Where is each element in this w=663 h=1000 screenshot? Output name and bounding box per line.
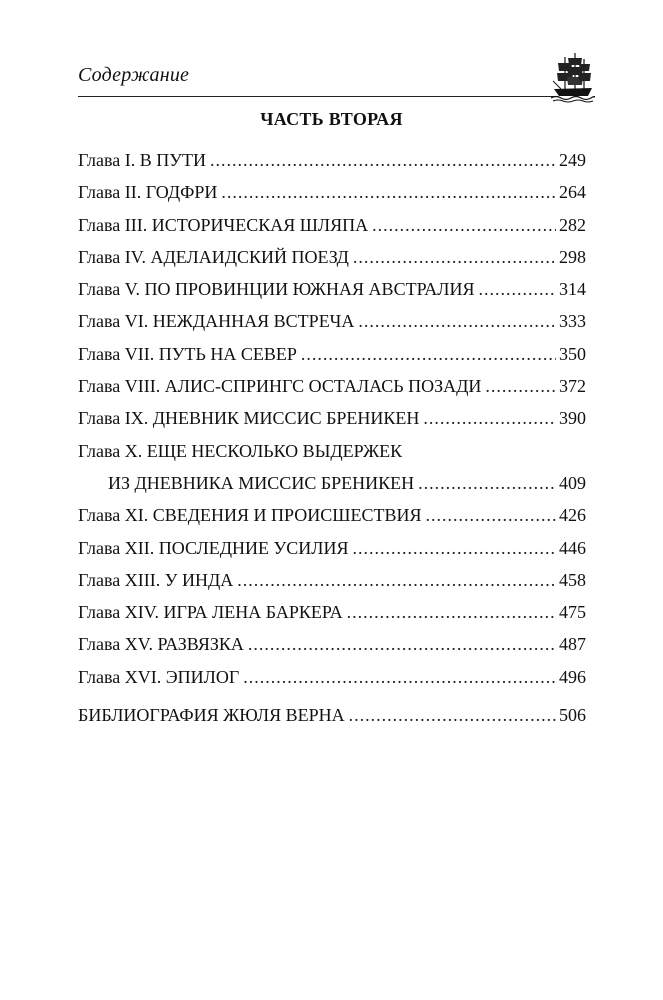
dot-leader xyxy=(237,570,556,591)
toc-entry-page: 458 xyxy=(559,569,586,590)
toc-entry-title: Глава III. ИСТОРИЧЕСКАЯ ШЛЯПА xyxy=(78,214,369,235)
toc-entry-title: Глава IV. АДЕЛАИДСКИЙ ПОЕЗД xyxy=(78,246,349,267)
dot-leader xyxy=(301,344,556,365)
toc-entry-page: 475 xyxy=(559,602,586,623)
toc-entry-continuation[interactable] xyxy=(78,473,586,505)
toc-entry-title: ИЗ ДНЕВНИКА МИССИС БРЕНИКЕН xyxy=(108,472,415,493)
running-header xyxy=(78,58,558,97)
dot-leader xyxy=(353,247,556,268)
toc-entry-page: 446 xyxy=(559,537,586,558)
toc-entry-title: Глава XI. СВЕДЕНИЯ И ПРОИСШЕСТВИЯ xyxy=(78,505,422,526)
toc-entry-page: 298 xyxy=(559,246,586,267)
dot-leader xyxy=(210,150,556,171)
dot-leader xyxy=(372,215,556,236)
toc-entry-title: Глава XVI. ЭПИЛОГ xyxy=(78,666,240,687)
dot-leader xyxy=(485,376,556,397)
dot-leader xyxy=(248,634,556,655)
toc-entry[interactable] xyxy=(78,150,586,182)
toc-entry-page: 409 xyxy=(559,472,586,493)
toc-entry-title: Глава XIII. У ИНДА xyxy=(78,569,234,590)
toc-entry-bibliography[interactable] xyxy=(78,705,586,737)
toc-entry-title: Глава X. ЕЩЕ НЕСКОЛЬКО ВЫДЕРЖЕК xyxy=(78,440,403,461)
dot-leader xyxy=(478,279,556,300)
toc-entry-page: 249 xyxy=(559,150,586,170)
toc-entry[interactable] xyxy=(78,602,586,634)
toc-entry-title: Глава VII. ПУТЬ НА СЕВЕР xyxy=(78,343,297,364)
dot-leader xyxy=(243,667,556,688)
dot-leader xyxy=(347,602,556,623)
toc-entry[interactable] xyxy=(78,215,586,247)
toc-entry[interactable] xyxy=(78,182,586,214)
toc-entry-title: Глава I. В ПУТИ xyxy=(78,150,207,170)
toc-entry[interactable] xyxy=(78,505,586,537)
toc-entry-page: 390 xyxy=(559,408,586,429)
toc-entry-title: БИБЛИОГРАФИЯ ЖЮЛЯ ВЕРНА xyxy=(78,705,345,726)
table-of-contents xyxy=(78,150,586,737)
toc-entry[interactable] xyxy=(78,408,586,440)
toc-entry-page: 314 xyxy=(559,279,586,300)
dot-leader xyxy=(221,182,556,203)
dot-leader xyxy=(425,505,556,526)
part-title: ЧАСТЬ ВТОРАЯ xyxy=(260,109,403,129)
dot-leader xyxy=(352,538,556,559)
toc-entry-page: 496 xyxy=(559,666,586,687)
toc-entry-title: Глава VIII. АЛИС-СПРИНГС ОСТАЛАСЬ ПОЗАДИ xyxy=(78,376,482,397)
dot-leader xyxy=(418,473,556,494)
toc-entry[interactable] xyxy=(78,538,586,570)
header-title: Содержание xyxy=(78,64,190,86)
sailing-ship-icon xyxy=(551,51,595,103)
toc-entry[interactable] xyxy=(78,311,586,343)
toc-entry-page: 487 xyxy=(559,634,586,655)
toc-entry-title: Глава XIV. ИГРА ЛЕНА БАРКЕРА xyxy=(78,602,343,623)
toc-entry-title: Глава XII. ПОСЛЕДНИЕ УСИЛИЯ xyxy=(78,537,349,558)
toc-entry-title: Глава XV. РАЗВЯЗКА xyxy=(78,634,244,655)
toc-entry-page: 282 xyxy=(559,214,586,235)
toc-entry-page: 264 xyxy=(559,182,586,203)
toc-entry-page: 426 xyxy=(559,505,586,526)
toc-entry-page: 350 xyxy=(559,343,586,364)
toc-entry[interactable] xyxy=(78,247,586,279)
toc-entry[interactable] xyxy=(78,634,586,666)
toc-entry-title: Глава IX. ДНЕВНИК МИССИС БРЕНИКЕН xyxy=(78,408,420,429)
dot-leader xyxy=(423,408,556,429)
dot-leader xyxy=(349,705,556,726)
toc-entry-title: Глава V. ПО ПРОВИНЦИИ ЮЖНАЯ АВСТРАЛИЯ xyxy=(78,279,475,300)
toc-entry-title: Глава II. ГОДФРИ xyxy=(78,182,218,203)
toc-entry[interactable] xyxy=(78,279,586,311)
dot-leader xyxy=(358,311,556,332)
toc-entry[interactable] xyxy=(78,441,586,473)
toc-entry-title: Глава VI. НЕЖДАННАЯ ВСТРЕЧА xyxy=(78,311,355,332)
toc-entry-page: 333 xyxy=(559,311,586,332)
toc-entry[interactable] xyxy=(78,570,586,602)
toc-entry-page: 506 xyxy=(559,705,586,726)
toc-entry[interactable] xyxy=(78,667,586,699)
toc-entry-page: 372 xyxy=(559,376,586,397)
toc-entry[interactable] xyxy=(78,376,586,408)
toc-entry[interactable] xyxy=(78,344,586,376)
